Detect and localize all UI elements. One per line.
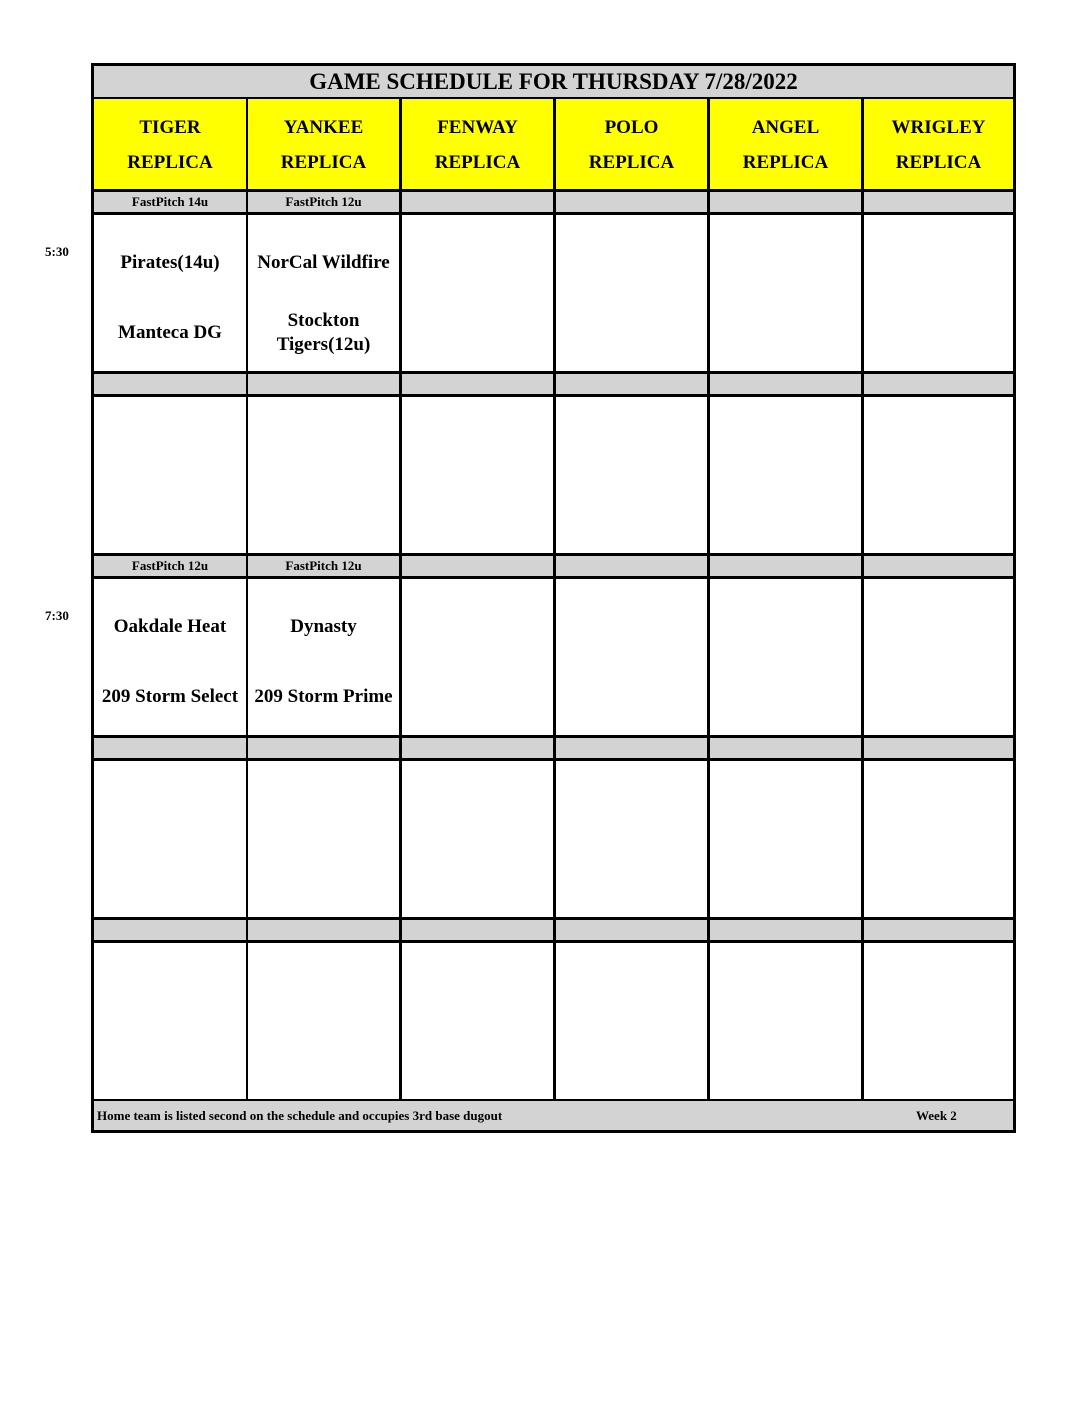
division-label [402, 920, 553, 940]
away-team: NorCal Wildfire [257, 252, 390, 273]
game-cell [710, 579, 861, 735]
home-team [94, 1037, 246, 1085]
game-cell [864, 215, 1013, 371]
game-cell [94, 215, 246, 371]
field-sub: REPLICA [127, 152, 213, 173]
division-label [402, 556, 553, 576]
home-team [402, 309, 553, 357]
division-label [710, 192, 861, 212]
game-cell [94, 397, 246, 553]
division-label [864, 374, 1013, 394]
game-cell [402, 761, 553, 917]
home-team [94, 491, 246, 539]
home-team [710, 1037, 861, 1085]
field-name: TIGER [139, 117, 201, 138]
game-cell [248, 215, 399, 371]
division-label [94, 920, 246, 940]
division-label [864, 192, 1013, 212]
home-team: Stockton Tigers(12u) [276, 310, 371, 355]
division-label [402, 374, 553, 394]
footer-bar [94, 1101, 1013, 1130]
division-label [864, 556, 1013, 576]
away-team: Oakdale Heat [113, 616, 227, 637]
field-sub: REPLICA [742, 152, 829, 173]
away-team: Pirates(14u) [120, 252, 220, 273]
home-team [402, 673, 553, 721]
home-team [864, 491, 1013, 539]
home-team [556, 309, 707, 357]
home-team [402, 1037, 553, 1085]
home-team [710, 309, 861, 357]
field-header-wrigley [864, 99, 1013, 189]
field-sub: REPLICA [434, 152, 521, 173]
home-team: 209 Storm Prime [254, 686, 393, 707]
home-team [248, 1037, 399, 1085]
home-team [556, 673, 707, 721]
division-label [94, 374, 246, 394]
home-team: 209 Storm Select [101, 686, 239, 707]
home-team [248, 855, 399, 903]
division-label [556, 556, 707, 576]
division-label: FastPitch 12u [94, 556, 246, 576]
home-team [556, 855, 707, 903]
division-label [864, 920, 1013, 940]
field-name: ANGEL [751, 117, 820, 138]
field-sub: REPLICA [280, 152, 367, 173]
game-cell [556, 215, 707, 371]
game-cell [94, 579, 246, 735]
week-label: Week 2 [916, 1108, 957, 1123]
division-label [556, 920, 707, 940]
game-cell [710, 943, 861, 1099]
game-cell [864, 761, 1013, 917]
home-team [556, 491, 707, 539]
division-label [248, 374, 399, 394]
division-label [710, 738, 861, 758]
division-label [248, 738, 399, 758]
schedule-table [91, 63, 1016, 1133]
home-team [864, 1037, 1013, 1085]
division-label [556, 738, 707, 758]
field-header-fenway [402, 99, 553, 189]
away-team: Dynasty [290, 616, 357, 637]
field-name: WRIGLEY [891, 117, 986, 138]
home-team [864, 309, 1013, 357]
division-label [710, 920, 861, 940]
division-label [94, 738, 246, 758]
game-cell [248, 761, 399, 917]
division-label [864, 738, 1013, 758]
game-cell [248, 943, 399, 1099]
time-label-1: 5:30 [45, 244, 69, 259]
game-cell [864, 579, 1013, 735]
division-label [710, 374, 861, 394]
time-label-2: 7:30 [45, 608, 69, 623]
game-cell [556, 579, 707, 735]
home-team: Manteca DG [118, 322, 222, 343]
division-label [402, 738, 553, 758]
home-team [864, 673, 1013, 721]
home-team [710, 855, 861, 903]
home-team [864, 855, 1013, 903]
game-cell [556, 397, 707, 553]
division-label: FastPitch 14u [94, 192, 246, 212]
home-team [402, 855, 553, 903]
field-sub: REPLICA [895, 152, 982, 173]
field-name: FENWAY [437, 117, 518, 138]
division-label: FastPitch 12u [248, 192, 399, 212]
game-cell [710, 397, 861, 553]
schedule-title: GAME SCHEDULE FOR THURSDAY 7/28/2022 [94, 66, 1013, 97]
field-header-tiger [94, 99, 246, 189]
game-cell [710, 215, 861, 371]
game-cell [864, 943, 1013, 1099]
game-cell [402, 579, 553, 735]
division-label [556, 374, 707, 394]
home-team [94, 855, 246, 903]
game-cell [556, 943, 707, 1099]
game-cell [248, 579, 399, 735]
division-label: FastPitch 12u [248, 556, 399, 576]
field-header-polo [556, 99, 707, 189]
game-cell [402, 397, 553, 553]
game-cell [710, 761, 861, 917]
field-name: POLO [604, 117, 659, 138]
division-label [710, 556, 861, 576]
home-team [710, 673, 861, 721]
field-header-yankee [248, 99, 399, 189]
field-header-angel [710, 99, 861, 189]
game-cell [248, 397, 399, 553]
division-label [556, 192, 707, 212]
game-cell [864, 397, 1013, 553]
game-cell [402, 943, 553, 1099]
game-cell [556, 761, 707, 917]
game-cell [94, 761, 246, 917]
footer-note: Home team is listed second on the schedule and occupies 3rd base dugout [97, 1108, 503, 1123]
game-cell [94, 943, 246, 1099]
home-team [710, 491, 861, 539]
home-team [248, 491, 399, 539]
home-team [556, 1037, 707, 1085]
division-label [248, 920, 399, 940]
field-sub: REPLICA [588, 152, 675, 173]
home-team [402, 491, 553, 539]
field-name: YANKEE [283, 117, 364, 138]
game-cell [402, 215, 553, 371]
division-label [402, 192, 553, 212]
